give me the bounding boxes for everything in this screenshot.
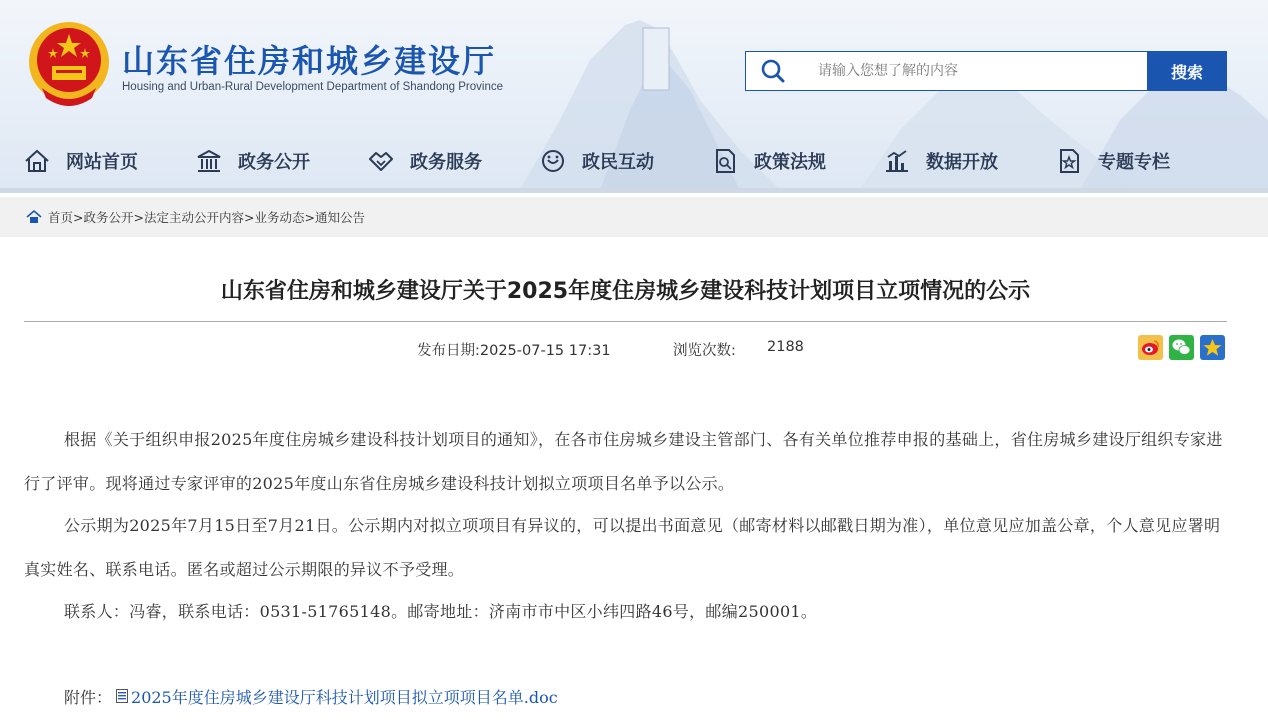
star-document-icon bbox=[1054, 146, 1084, 176]
attachment-link[interactable]: 2025年度住房城乡建设厅科技计划项目拟立项项目名单.doc bbox=[131, 687, 558, 707]
breadcrumb-business-news[interactable]: 业务动态 bbox=[254, 210, 305, 225]
favorite-star-icon[interactable] bbox=[1200, 335, 1225, 360]
government-building-icon bbox=[194, 146, 224, 176]
search-button[interactable]: 搜索 bbox=[1147, 51, 1227, 91]
views-count: 2188 bbox=[767, 339, 804, 355]
breadcrumb-separator: > bbox=[304, 209, 315, 225]
search-box bbox=[745, 51, 1148, 91]
publish-date: 发布日期:2025-07-15 17:31 bbox=[417, 343, 611, 359]
bar-chart-icon bbox=[882, 146, 912, 176]
main-nav bbox=[0, 138, 1268, 184]
home-icon bbox=[26, 209, 42, 225]
breadcrumb-notices[interactable]: 通知公告 bbox=[315, 210, 366, 225]
breadcrumb bbox=[0, 197, 1268, 237]
weibo-icon[interactable] bbox=[1138, 335, 1163, 360]
article-paragraph: 公示期为2025年7月15日至7月21日。公示期内对拟立项项目有异议的，可以提出书面意见（邮寄材料以邮戳日期为准），单位意见应加盖公章，个人意见应署明真实姓名、联系电话。匿名或超过公示期限的异议不予受理。 bbox=[24, 516, 1221, 579]
attachment-row bbox=[64, 676, 558, 716]
nav-item-policies[interactable] bbox=[710, 138, 826, 184]
breadcrumb-home[interactable]: 首页 bbox=[48, 210, 74, 225]
article-paragraph: 根据《关于组织申报2025年度住房城乡建设科技计划项目的通知》，在各市住房城乡建设主管部门、各有关单位推荐申报的基础上，省住房城乡建设厅组织专家进行了评审。现将通过专家评审的2025年度山东省住房城乡建设科技计划拟立项项目名单予以公示。 bbox=[24, 430, 1223, 493]
article-paragraph: 联系人：冯睿，联系电话：0531-51765148。邮寄地址：济南市市中区小纬四路46号，邮编250001。 bbox=[64, 602, 818, 621]
nav-label: 网站首页 bbox=[66, 152, 138, 173]
home-icon bbox=[22, 146, 52, 176]
nav-item-special-topics[interactable] bbox=[1054, 138, 1170, 184]
breadcrumb-statutory-disclosure[interactable]: 法定主动公开内容 bbox=[144, 210, 245, 225]
nav-item-government-services[interactable] bbox=[366, 138, 482, 184]
nav-label: 政民互动 bbox=[582, 152, 654, 173]
nav-label: 专题专栏 bbox=[1098, 152, 1170, 173]
document-icon bbox=[710, 146, 740, 176]
site-subtitle: Housing and Urban-Rural Development Department of Shandong Province bbox=[122, 81, 503, 93]
nav-item-public-interaction[interactable] bbox=[538, 138, 654, 184]
doc-file-icon bbox=[116, 689, 128, 703]
handshake-icon bbox=[366, 146, 396, 176]
site-title: 山东省住房和城乡建设厅 bbox=[122, 42, 497, 80]
nav-divider bbox=[0, 188, 1268, 193]
nav-item-open-data[interactable] bbox=[882, 138, 998, 184]
views-label: 浏览次数: bbox=[673, 343, 736, 359]
wechat-icon[interactable] bbox=[1169, 335, 1194, 360]
article-title: 山东省住房和城乡建设厅关于2025年度住房城乡建设科技计划项目立项情况的公示 bbox=[220, 279, 1031, 304]
breadcrumb-government-affairs[interactable]: 政务公开 bbox=[83, 210, 134, 225]
nav-label: 政务服务 bbox=[410, 152, 482, 173]
nav-label: 政策法规 bbox=[754, 152, 826, 173]
interaction-icon bbox=[538, 146, 568, 176]
national-emblem bbox=[26, 18, 112, 110]
breadcrumb-separator: > bbox=[73, 209, 84, 225]
nav-label: 数据开放 bbox=[926, 152, 998, 173]
nav-item-government-affairs[interactable] bbox=[194, 138, 310, 184]
site-header bbox=[0, 0, 1268, 193]
search-icon[interactable] bbox=[746, 52, 800, 90]
search-input[interactable] bbox=[800, 53, 1147, 89]
title-divider bbox=[24, 321, 1227, 322]
attachment-label: 附件： bbox=[64, 687, 113, 707]
nav-label: 政务公开 bbox=[238, 152, 310, 173]
breadcrumb-separator: > bbox=[133, 209, 144, 225]
breadcrumb-separator: > bbox=[244, 209, 255, 225]
nav-item-home[interactable] bbox=[22, 138, 138, 184]
